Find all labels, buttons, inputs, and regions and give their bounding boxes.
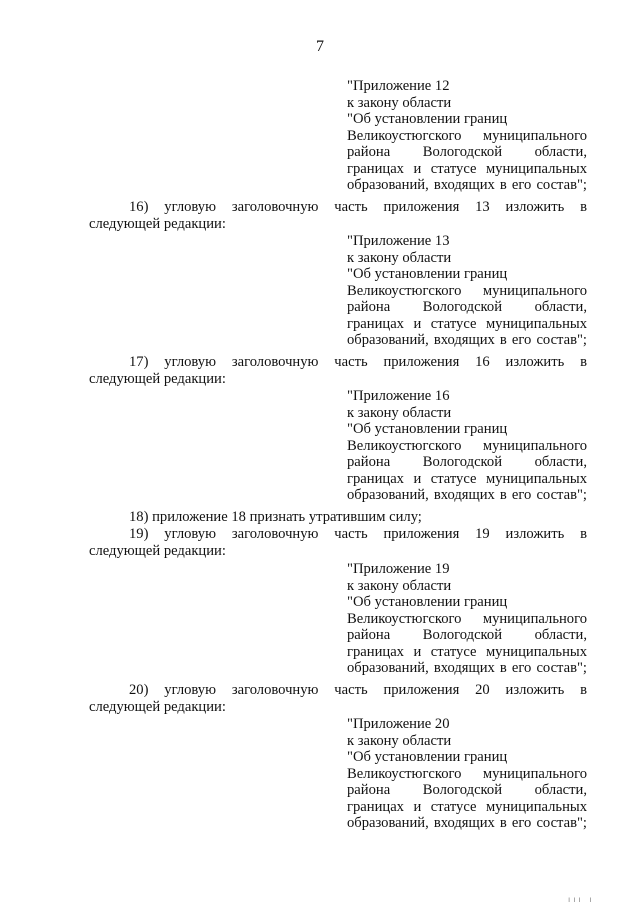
- appendix-19-header: [347, 561, 587, 677]
- item-18-19-paragraph: [89, 509, 587, 560]
- appendix-12-header: [347, 78, 587, 194]
- paragraph-line: 17) угловую заголовочную часть приложения 16 изложить в: [129, 354, 587, 370]
- page-number: 7: [316, 38, 324, 55]
- appendix-13-header: [347, 233, 587, 349]
- appendix-line: границах и статусе муниципальных: [347, 160, 587, 177]
- appendix-line: "Приложение 19: [347, 561, 450, 577]
- appendix-line: Великоустюгского муниципального: [347, 765, 587, 782]
- appendix-line: границах и статусе муниципальных: [347, 798, 587, 815]
- appendix-line: Великоустюгского муниципального: [347, 437, 587, 454]
- appendix-line: к закону области: [347, 94, 452, 111]
- appendix-line: "Об установлении границ: [347, 749, 508, 765]
- appendix-line: границах и статусе муниципальных: [347, 643, 587, 660]
- paragraph-line: следующей редакции:: [89, 371, 226, 387]
- paragraph-line: 16) угловую заголовочную часть приложения 13 изложить в: [129, 199, 587, 215]
- appendix-line: к закону области: [347, 732, 452, 749]
- appendix-line: образований, входящих в его состав";: [347, 660, 587, 676]
- paragraph-line: 19) угловую заголовочную часть приложения 19 изложить в: [129, 526, 587, 542]
- appendix-line: образований, входящих в его состав";: [347, 177, 587, 193]
- appendix-line: "Приложение 12: [347, 78, 450, 94]
- appendix-line: района Вологодской области,: [347, 627, 587, 643]
- appendix-line: района Вологодской области,: [347, 782, 587, 798]
- appendix-20-header: [347, 716, 587, 832]
- appendix-line: "Об установлении границ: [347, 266, 508, 282]
- appendix-line: к закону области: [347, 577, 452, 594]
- item-17-paragraph: [89, 354, 587, 388]
- paragraph-line: 20) угловую заголовочную часть приложения 20 изложить в: [129, 682, 587, 698]
- appendix-line: "Об установлении границ: [347, 111, 508, 127]
- appendix-line: "Приложение 20: [347, 716, 450, 732]
- footer-scan-marks: ııı ı: [568, 895, 595, 904]
- appendix-line: образований, входящих в его состав";: [347, 487, 587, 503]
- appendix-line: Великоустюгского муниципального: [347, 610, 587, 627]
- paragraph-line: следующей редакции:: [89, 216, 226, 232]
- item-16-paragraph: [89, 199, 587, 233]
- appendix-line: Великоустюгского муниципального: [347, 282, 587, 299]
- appendix-line: образований, входящих в его состав";: [347, 332, 587, 348]
- appendix-line: Великоустюгского муниципального: [347, 127, 587, 144]
- paragraph-line: следующей редакции:: [89, 543, 226, 559]
- appendix-line: границах и статусе муниципальных: [347, 315, 587, 332]
- appendix-line: образований, входящих в его состав";: [347, 815, 587, 831]
- appendix-line: границах и статусе муниципальных: [347, 470, 587, 487]
- appendix-line: "Приложение 13: [347, 233, 450, 249]
- appendix-line: к закону области: [347, 404, 452, 421]
- paragraph-line: следующей редакции:: [89, 699, 226, 715]
- paragraph-line: 18) приложение 18 признать утратившим силу;: [129, 509, 422, 525]
- appendix-16-header: [347, 388, 587, 504]
- appendix-line: "Об установлении границ: [347, 594, 508, 610]
- appendix-line: района Вологодской области,: [347, 144, 587, 160]
- appendix-line: "Об установлении границ: [347, 421, 508, 437]
- appendix-line: к закону области: [347, 249, 452, 266]
- item-20-paragraph: [89, 682, 587, 716]
- appendix-line: района Вологодской области,: [347, 454, 587, 470]
- appendix-line: района Вологодской области,: [347, 299, 587, 315]
- appendix-line: "Приложение 16: [347, 388, 450, 404]
